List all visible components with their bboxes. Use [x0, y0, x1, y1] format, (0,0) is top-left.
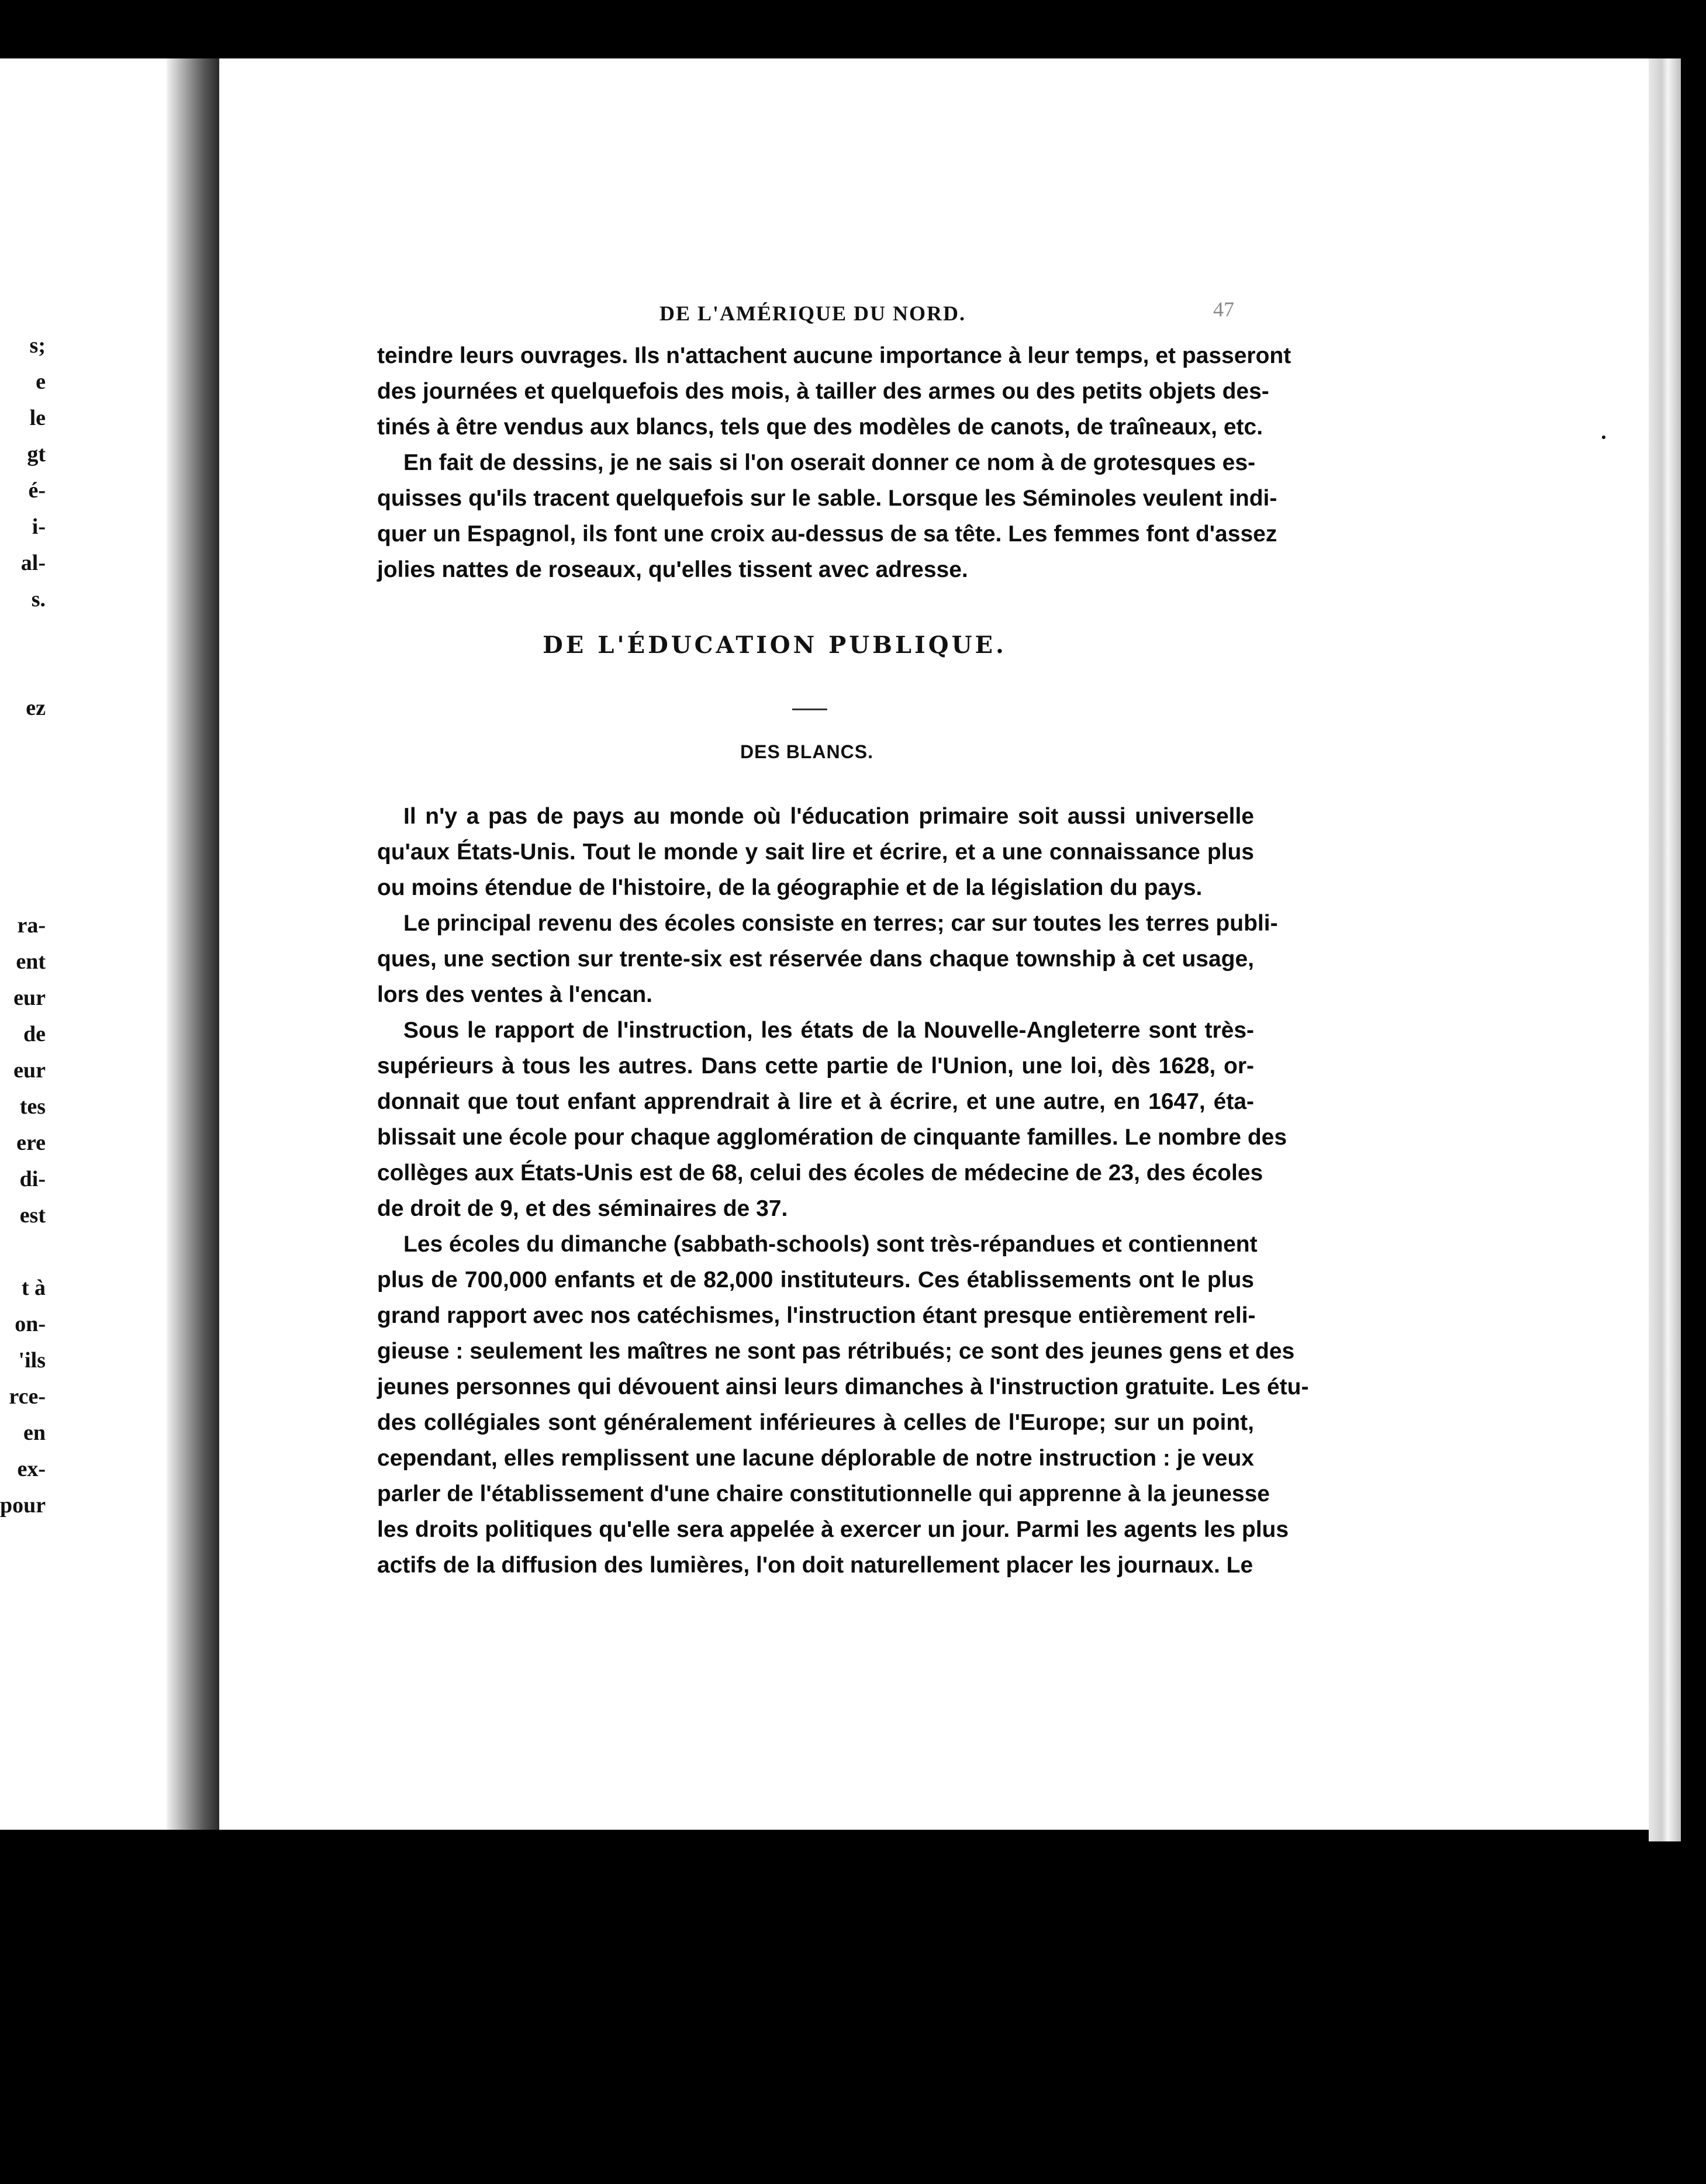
- paragraph: [377, 445, 1277, 588]
- section-title: DE L'ÉDUCATION PUBLIQUE.: [543, 631, 1007, 659]
- margin-fragment: [0, 871, 46, 907]
- margin-fragment: t à: [21, 1276, 46, 1300]
- margin-fragment: al-: [20, 551, 46, 575]
- text-line: Il n'y a pas de pays au monde où l'éducation primaire soit aussi universelle: [403, 804, 1254, 829]
- margin-fragment: de: [23, 1022, 46, 1046]
- text-line: tinés à être vendus aux blancs, tels que des modèles de canots, de traîneaux, etc.: [377, 414, 1263, 440]
- text-line: grand rapport avec nos catéchismes, l'instruction étant presque entièrement reli-: [377, 1303, 1256, 1328]
- margin-fragment: 'ils: [18, 1348, 46, 1373]
- text-line: plus de 700,000 enfants et de 82,000 instituteurs. Ces établissements ont le plus: [377, 1267, 1254, 1293]
- margin-fragment: ra-: [17, 913, 46, 938]
- text-line: En fait de dessins, je ne sais si l'on oserait donner ce nom à de grotesques es-: [403, 450, 1256, 475]
- text-line: quisses qu'ils tracent quelquefois sur le sable. Lorsque les Séminoles veulent indi-: [377, 486, 1277, 511]
- margin-fragment: é-: [28, 478, 46, 503]
- margin-fragment: rce-: [9, 1384, 46, 1409]
- text-line: lors des ventes à l'encan.: [377, 982, 652, 1007]
- title-rule: [792, 709, 827, 710]
- margin-fragment: pour: [0, 1493, 46, 1518]
- margin-fragment: ez: [26, 696, 46, 720]
- subsection-title: DES BLANCS.: [740, 741, 873, 762]
- text-line: des journées et quelquefois des mois, à tailler des armes ou des petits objets des-: [377, 379, 1269, 404]
- text-line: Sous le rapport de l'instruction, les états de la Nouvelle-Angleterre sont très-: [403, 1018, 1254, 1043]
- text-line: parler de l'établissement d'une chaire constitutionnelle qui apprenne à la jeunesse: [377, 1481, 1270, 1506]
- margin-fragment: di-: [19, 1167, 46, 1191]
- margin-fragment: le: [29, 406, 46, 430]
- margin-fragment: [0, 726, 46, 762]
- margin-fragment: [0, 799, 46, 835]
- scan-speck: [1602, 436, 1605, 439]
- margin-fragment: eur: [13, 1058, 46, 1083]
- margin-fragment: gt: [27, 442, 46, 466]
- margin-fragment: s;: [29, 333, 46, 358]
- text-line: quer un Espagnol, ils font une croix au-dessus de sa tête. Les femmes font d'assez: [377, 521, 1277, 547]
- scan-speck: [1275, 12, 1292, 35]
- text-line: collèges aux États-Unis est de 68, celui des écoles de médecine de 23, des écoles: [377, 1160, 1263, 1186]
- running-header: DE L'AMÉRIQUE DU NORD.: [659, 302, 966, 325]
- page-edge: [1649, 58, 1681, 1841]
- paragraph: [377, 1226, 1309, 1583]
- previous-page-margin-text: [0, 327, 46, 1523]
- text-line: gieuse : seulement les maîtres ne sont pas rétribués; ce sont des jeunes gens et des: [377, 1339, 1295, 1364]
- margin-fragment: eur: [13, 986, 46, 1010]
- margin-fragment: on-: [15, 1312, 46, 1336]
- text-line: blissait une école pour chaque agglomération de cinquante familles. Le nombre des: [377, 1125, 1287, 1150]
- paragraph: [377, 338, 1291, 445]
- paragraph: [377, 799, 1254, 906]
- margin-fragment: [0, 762, 46, 799]
- text-line: ques, une section sur trente-six est réservée dans chaque township à cet usage,: [377, 946, 1254, 972]
- margin-fragment: est: [19, 1203, 46, 1228]
- text-line: les droits politiques qu'elle sera appelée à exercer un jour. Parmi les agents les plus: [377, 1517, 1289, 1542]
- margin-fragment: [0, 654, 46, 690]
- text-line: jolies nattes de roseaux, qu'elles tissent avec adresse.: [377, 557, 968, 582]
- margin-fragment: tes: [19, 1094, 46, 1119]
- paragraph: [377, 1012, 1287, 1226]
- paragraph: [377, 906, 1278, 1012]
- margin-fragment: en: [23, 1421, 46, 1445]
- text-line: actifs de la diffusion des lumières, l'on doit naturellement placer les journaux. Le: [377, 1553, 1253, 1578]
- margin-fragment: e: [36, 369, 46, 394]
- text-line: Les écoles du dimanche (sabbath-schools) sont très-répandues et contiennent: [403, 1232, 1258, 1257]
- book-gutter-shadow: [167, 58, 219, 1830]
- text-line: donnait que tout enfant apprendrait à lire et à écrire, et une autre, en 1647, éta-: [377, 1089, 1254, 1114]
- margin-fragment: s.: [31, 587, 46, 611]
- text-line: des collégiales sont généralement inférieures à celles de l'Europe; sur un point,: [377, 1410, 1254, 1435]
- text-line: supérieurs à tous les autres. Dans cette partie de l'Union, une loi, dès 1628, or-: [377, 1053, 1254, 1079]
- margin-fragment: ent: [16, 949, 46, 974]
- margin-fragment: [0, 1233, 46, 1270]
- page-number: 47: [1213, 298, 1234, 321]
- text-line: Le principal revenu des écoles consiste en terres; car sur toutes les terres publi-: [403, 911, 1278, 936]
- text-line: teindre leurs ouvrages. Ils n'attachent aucune importance à leur temps, et passeront: [377, 343, 1291, 368]
- text-line: cependant, elles remplissent une lacune déplorable de notre instruction : je veux: [377, 1446, 1254, 1471]
- margin-fragment: [0, 835, 46, 871]
- margin-fragment: [0, 617, 46, 654]
- text-line: ou moins étendue de l'histoire, de la géographie et de la législation du pays.: [377, 875, 1203, 900]
- text-line: jeunes personnes qui dévouent ainsi leurs dimanches à l'instruction gratuite. Les étu-: [377, 1374, 1309, 1399]
- margin-fragment: i-: [32, 514, 46, 539]
- text-line: de droit de 9, et des séminaires de 37.: [377, 1196, 788, 1221]
- margin-fragment: ere: [16, 1131, 46, 1155]
- margin-fragment: ex-: [17, 1457, 46, 1481]
- text-line: qu'aux États-Unis. Tout le monde y sait lire et écrire, et a une connaissance plus: [377, 839, 1254, 865]
